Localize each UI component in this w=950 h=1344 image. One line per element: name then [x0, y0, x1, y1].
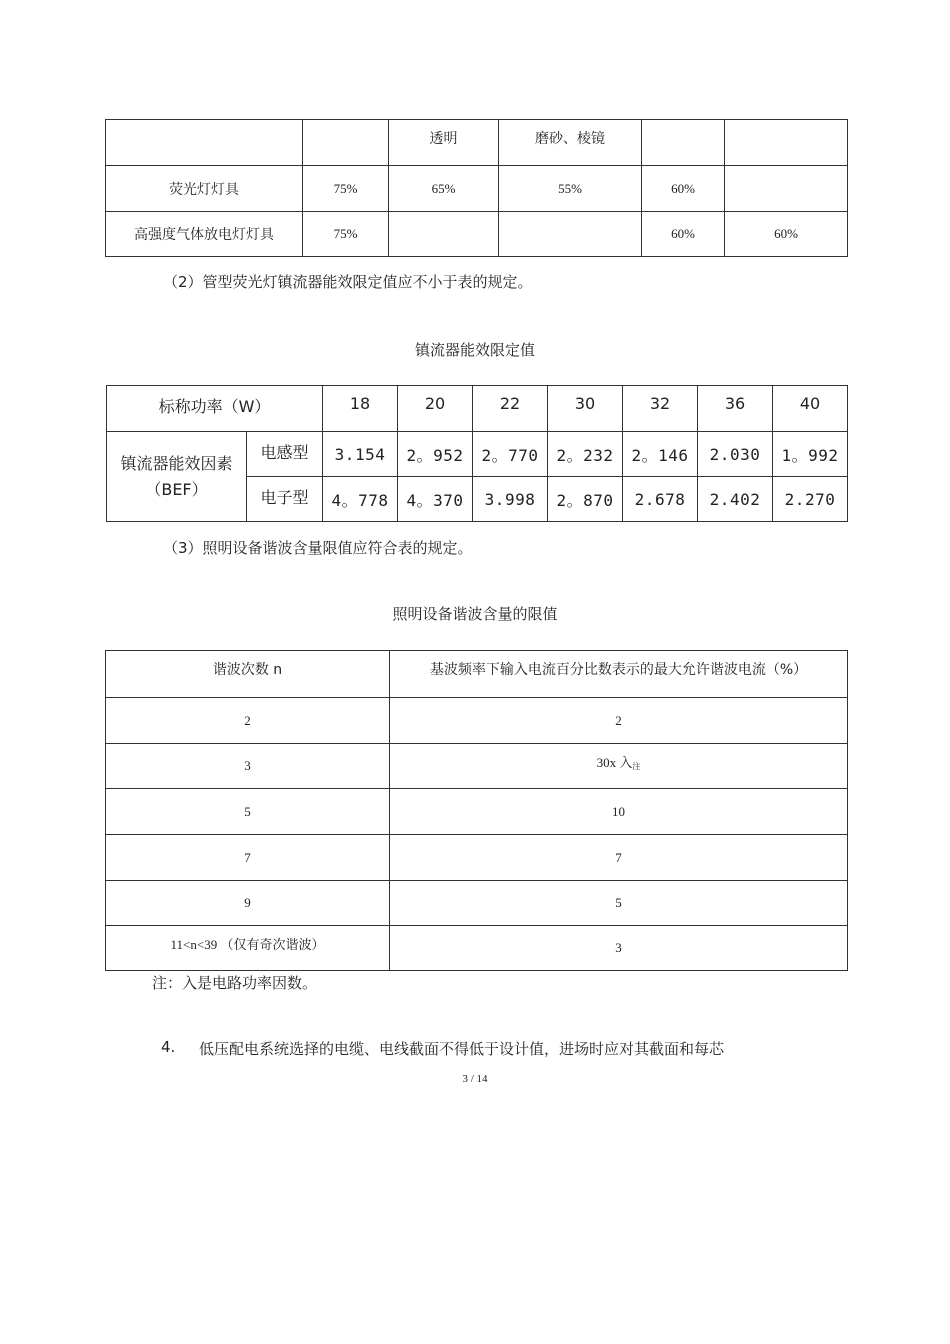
harmonic-limit-cell: 5: [390, 881, 848, 926]
table1-header-cell: [303, 120, 389, 166]
max-current-header: 基波频率下输入电流百分比数表示的最大允许谐波电流（%）: [390, 651, 848, 698]
table-row: [106, 698, 848, 744]
table1-cell: 60%: [642, 212, 725, 257]
power-header-cell: 36: [698, 386, 773, 432]
table1-cell: 荧光灯灯具: [106, 166, 303, 212]
bef-value-cell: 2。232: [548, 432, 623, 477]
ballast-bef-table: [106, 385, 848, 522]
item4-number: 4.: [161, 1038, 176, 1056]
harmonic-limits-table: [105, 650, 848, 971]
bef-value-cell: 2.270: [773, 477, 848, 522]
harmonic-limit-cell: [390, 744, 848, 789]
table1-header-cell: [642, 120, 725, 166]
bef-value-cell: 2。146: [623, 432, 698, 477]
harmonic-limit-cell: 7: [390, 835, 848, 881]
harmonic-order-cell: 9: [106, 881, 390, 926]
table-row: [106, 789, 848, 835]
table1-cell: 75%: [303, 166, 389, 212]
paragraph-3: （3）照明设备谐波含量限值应符合表的规定。: [163, 539, 473, 557]
table1-cell: 60%: [642, 166, 725, 212]
item4-text: 低压配电系统选择的电缆、电线截面不得低于设计值，进场时应对其截面和每芯: [199, 1040, 725, 1058]
harmonic-limit-cell: 2: [390, 698, 848, 744]
table1-header-cell: [106, 120, 303, 166]
harmonic-order-cell: 5: [106, 789, 390, 835]
table1-header-row: [106, 120, 848, 166]
bef-value-cell: 2。770: [473, 432, 548, 477]
power-header-cell: 20: [398, 386, 473, 432]
power-header-cell: 30: [548, 386, 623, 432]
table3-caption: 照明设备谐波含量的限值: [392, 605, 558, 623]
table1-cell: 55%: [499, 166, 642, 212]
note-mark: 注: [632, 762, 641, 771]
paragraph-2: （2）管型荧光灯镇流器能效限定值应不小于表的规定。: [163, 273, 533, 291]
table1-cell: 75%: [303, 212, 389, 257]
power-header-cell: 40: [773, 386, 848, 432]
table1-cell: 60%: [725, 212, 848, 257]
table1-header-cell: 磨砂、棱镜: [499, 120, 642, 166]
harmonic-limit-cell: 10: [390, 789, 848, 835]
ballast-type-cell: 电感型: [247, 432, 323, 477]
table-note: 注：入是电路功率因数。: [152, 974, 318, 992]
bef-value-cell: 4。778: [323, 477, 398, 522]
nominal-power-label: 标称功率（W）: [107, 386, 323, 432]
ballast-type-cell: 电子型: [247, 477, 323, 522]
table-row: [107, 432, 848, 477]
power-header-cell: 22: [473, 386, 548, 432]
table1-cell: [389, 212, 499, 257]
harmonic-limit-text: 30x 入: [596, 755, 633, 770]
table2-header-row: [107, 386, 848, 432]
bef-label-line1: 镇流器能效因素: [120, 453, 233, 473]
table2-caption: 镇流器能效限定值: [414, 341, 535, 359]
table1-cell: 高强度气体放电灯灯具: [106, 212, 303, 257]
table-row: [106, 881, 848, 926]
bef-value-cell: 2.678: [623, 477, 698, 522]
harmonic-order-cell: 7: [106, 835, 390, 881]
bef-group-label: [107, 432, 247, 522]
bef-value-cell: 2.402: [698, 477, 773, 522]
bef-value-cell: 3.998: [473, 477, 548, 522]
table1-cell: 65%: [389, 166, 499, 212]
table-row: [106, 166, 848, 212]
table1-header-cell: 透明: [389, 120, 499, 166]
power-header-cell: 18: [323, 386, 398, 432]
bef-value-cell: 2。952: [398, 432, 473, 477]
power-header-cell: 32: [623, 386, 698, 432]
bef-value-cell: 2.030: [698, 432, 773, 477]
page-number: 3 / 14: [462, 1073, 488, 1085]
table1-cell: [725, 166, 848, 212]
harmonic-limit-cell: 3: [390, 926, 848, 971]
table-row: [106, 926, 848, 971]
bef-value-cell: 3.154: [323, 432, 398, 477]
table-row: [106, 835, 848, 881]
harmonic-order-cell: 11<n<39 （仅有奇次谐波）: [106, 926, 390, 971]
table1-header-cell: [725, 120, 848, 166]
table-row: [106, 744, 848, 789]
luminaire-efficiency-table: [105, 119, 848, 257]
table3-header-row: [106, 651, 848, 698]
harmonic-order-header: 谐波次数 n: [106, 651, 390, 698]
table-row: [106, 212, 848, 257]
harmonic-order-cell: 3: [106, 744, 390, 789]
bef-label-line2: （BEF）: [145, 479, 208, 499]
table1-cell: [499, 212, 642, 257]
bef-value-cell: 1。992: [773, 432, 848, 477]
bef-value-cell: 2。870: [548, 477, 623, 522]
bef-value-cell: 4。370: [398, 477, 473, 522]
harmonic-order-cell: 2: [106, 698, 390, 744]
